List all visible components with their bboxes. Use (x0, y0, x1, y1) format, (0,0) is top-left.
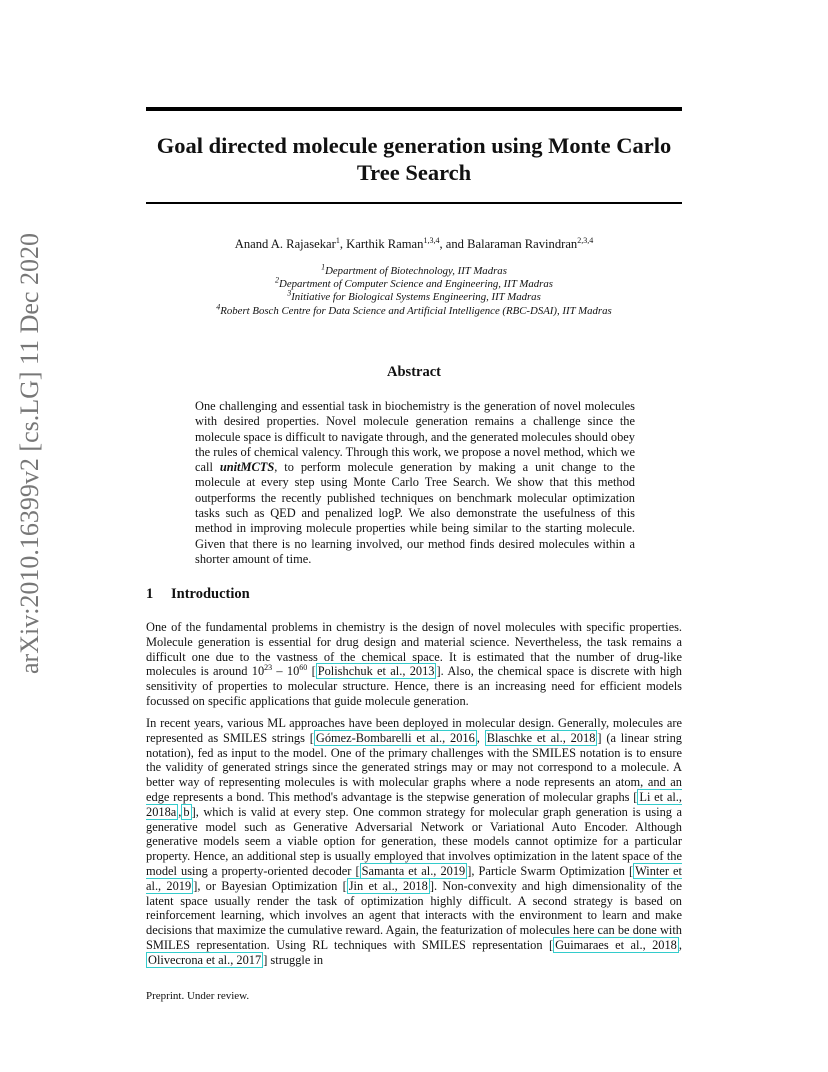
affiliation-list (146, 262, 682, 318)
affil-marker: 1 (321, 262, 326, 272)
author-affil-marker: 2,3,4 (577, 235, 594, 245)
citation-link[interactable]: Winter et al., 2019 (146, 863, 682, 893)
affil-marker: 2 (275, 275, 280, 285)
para-text: ], or Bayesian Optimization [ (193, 878, 347, 893)
title-rule-bottom (146, 202, 682, 204)
method-name: unitMCTS (219, 460, 275, 475)
arxiv-identifier: arXiv:2010.16399v2 [cs.LG] 11 Dec 2020 (15, 233, 44, 674)
para-text: In recent years, various ML approaches have been deployed in molecular design. Generally, molecules are represented as SMILES strings [ (146, 716, 682, 745)
author-list: Anand A. Rajasekar$^1$, Karthik Raman$^{1,3,4}$, and Balaraman Ravindran$^{2,3,4}$ (234, 235, 594, 251)
abstract-text: One challenging and essential task in biochemistry is the generation of novel molecules with desired properties. Novel molecule generation remains a challenge since the molecule space is difficult to navigate through, and the generated molecules should obey the rules of chemical valency. Through this work, we propose a novel method, which we call (195, 399, 635, 475)
para-text: . Also, the chemical space is discrete with high sensitivity of properties to molecular structure. Hence, there is an increasing need for efficient models focussed on specific applications that guide molecule generation. (146, 664, 682, 708)
para-text: One of the fundamental problems in chemistry is the design of novel molecules with specific properties. Molecule generation is essential for drug design and material science. Nevertheless, the task remains a difficult one due to the vastness of the chemical space. It is estimated that the number of drug-like molecules is around 10 (146, 620, 682, 679)
affil-text: Initiative for Biological Systems Engineering, IIT Madras (291, 291, 541, 304)
affil-marker: 3 (287, 288, 292, 298)
title-rule-top (146, 107, 682, 111)
author-affil-marker: 1,3,4 (423, 235, 440, 245)
affil-text: Department of Biotechnology, IIT Madras (325, 265, 507, 277)
abstract-text: , to perform molecule generation by making a unit change to the molecule at every step using Monte Carlo Tree Search. We show that this method outperforms the recently published techniques on benchmark molecular optimization tasks such as QED and penalized logP. We also demonstrate the usefulness of this method in improving molecule properties while being similar to the starting molecule. Given that there is no learning involved, our method finds desired molecules within a shorter amount of time. (195, 460, 635, 566)
citation-link[interactable]: Polishchuk et al., 2013 (317, 664, 435, 679)
affiliation (146, 275, 682, 291)
abstract-body (195, 399, 635, 567)
affil-text: Department of Computer Science and Engineering, IIT Madras (279, 278, 553, 291)
citation-link[interactable]: Li et al., 2018a (146, 789, 682, 819)
exponent: 23 (264, 663, 273, 673)
paper-title: Goal directed molecule generation using Monte Carlo Tree Search (156, 133, 672, 185)
para-text: ] (a linear string notation), fed as input to the model. One of the primary challenges with the SMILES notation is to ensure the validity of generated strings since the generated strings may or may not correspond to a molecule. A better way of representing molecules is with molecular graphs where a node represents an atom, and an edge represents a bond. This method's advantage is the stepwise generation of molecular graphs [ (146, 730, 682, 804)
para-text: ], which is valid at every step. One common strategy for molecular graph generation is using a generative model such as Generative Adversarial Network or Variational Auto Encoder. Although generative models seem a viable option for generation, these models cannot optimize for a particular property. Hence, an additional step is usually employed that involves optimization in the latent space of the model using a property-oriented decoder [ (146, 804, 682, 878)
section-heading (146, 586, 250, 603)
para-text: ] struggle in (263, 952, 324, 967)
citation-link[interactable]: Blaschke et al., 2018 (486, 730, 596, 745)
para-text: ], Particle Swarm Optimization [ (467, 863, 634, 878)
affiliation (146, 262, 682, 278)
affil-marker: 4 (216, 302, 221, 312)
intro-paragraph-2: In recent years, various ML approaches have been deployed in molecular design. Generally, molecules are represented as SMILES strings [ Gómez-Bombarelli et al., 2016 , Blaschke et al., 2018 ] (a linear string notation), fed as input to the model. One of the primary challenges with the SMILES notation is to ensure the validity of generated strings since the generated strings may or may not correspond to a molecule. A better way of representing molecules is with molecular graphs where a node represents an atom, and an edge represents a bond. This method's advantage is the stepwise generation of molecular graphs [ Li et al., 2018a , b ], which is valid at every step. One common strategy for molecular graph generation is using a generative model such as Generative Adversarial Network or Variational Auto Encoder. Although generative models seem a viable option for generation, these models cannot optimize for a particular property. Hence, an additional step is usually employed that involves optimization in the latent space of the model using a property-oriented decoder [ Samanta et al., 2019 ], Particle Swarm Optimization [ Winter et al., 2019 ], or Bayesian Optimization [ Jin et al., 2018 ]. Non-convexity and high dimensionality of the latent space usually render the task of optimization highly difficult. A second strategy is based on reinforcement learning, which involves an agent that interacts with the environment to learn and make decisions that maximize the cumulative reward. Again, the featurization of molecules here can be done with SMILES representation. Using RL techniques with SMILES representation [ Guimaraes et al., 2018 , Olivecrona et al., 2017 ] struggle in (146, 716, 682, 967)
abstract-heading: Abstract (387, 364, 441, 380)
affiliation (146, 288, 682, 304)
para-text: ]. Non-convexity and high dimensionality of the latent space usually render the task of optimization highly difficult. A second strategy is based on reinforcement learning, which involves an agent that interacts with the environment to learn and make decisions that maximize the cumulative reward. Again, the featurization of molecules here can be done with SMILES representation. Using RL techniques with SMILES representation [ (146, 878, 682, 952)
footer-note: Preprint. Under review. (146, 990, 250, 1002)
citation-link[interactable]: Gómez-Bombarelli et al., 2016 (315, 730, 475, 745)
citation-link[interactable]: b (183, 804, 190, 819)
citation-link[interactable]: Jin et al., 2018 (348, 878, 428, 893)
author-name: Anand A. Rajasekar (234, 237, 336, 251)
affil-text: Robert Bosch Centre for Data Science and Artificial Intelligence (RBC-DSAI), IIT Madras (220, 304, 612, 317)
citation-link[interactable]: Samanta et al., 2019 (361, 863, 466, 878)
author-affil-marker: 1 (335, 235, 340, 245)
section-number: 1 (146, 586, 154, 602)
affiliation (146, 302, 682, 318)
citation-link[interactable]: Guimaraes et al., 2018 (555, 937, 677, 952)
citation-link[interactable]: Olivecrona et al., 2017 (148, 952, 262, 967)
exponent: 60 (299, 663, 308, 673)
author-name: Karthik Raman (346, 237, 424, 251)
section-title: Introduction (171, 586, 250, 602)
intro-paragraph-1: One of the fundamental problems in chemistry is the design of novel molecules with specific properties. Molecule generation is essential for drug design and material science. Nevertheless, the task remains a difficult one due to the vastness of the chemical space. It is estimated that the number of drug-like molecules is around $10^{23} - 10^{60}$ [ Polishchuk et al., 2013 ]. Also, the chemical space is discrete with high sensitivity of properties to molecular structure. Hence, there is an increasing need for efficient models focussed on specific applications that guide molecule generation. (146, 620, 682, 708)
author-name: Balaraman Ravindran (467, 237, 578, 251)
para-text: – 10 (272, 664, 300, 679)
